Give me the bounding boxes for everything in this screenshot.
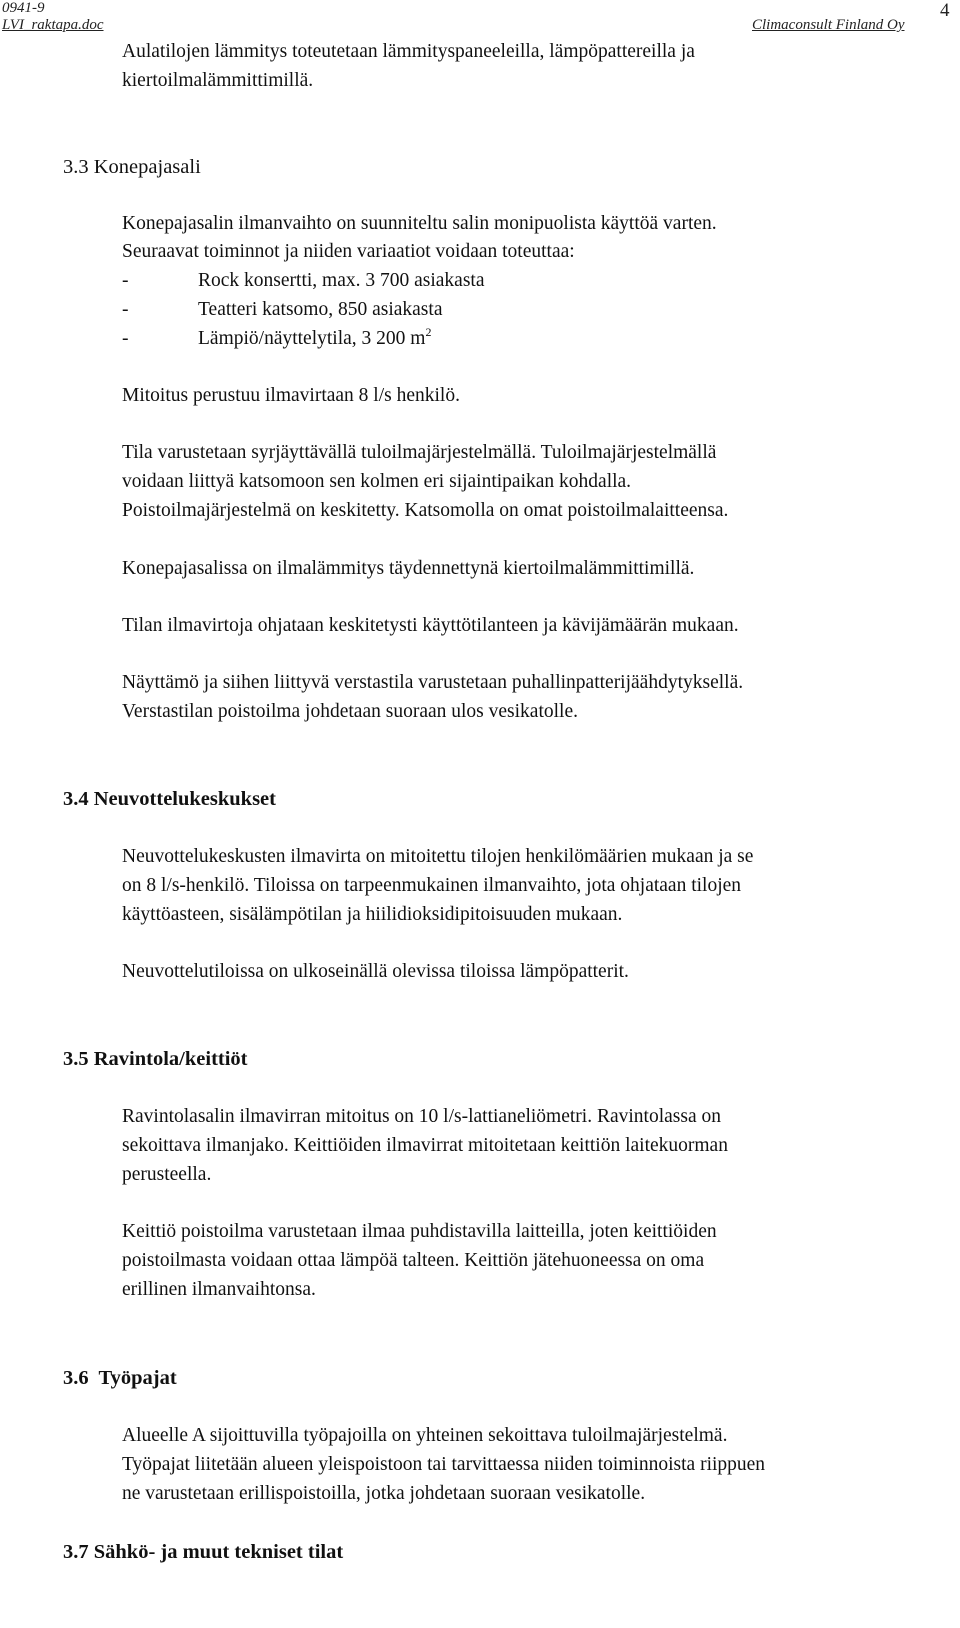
s33-p2: Mitoitus perustuu ilmavirtaan 8 l/s henkilö. (122, 385, 460, 406)
section-3-6-heading: 3.6 Työpajat (63, 1367, 177, 1389)
s35-p2-line-1: Keittiö poistoilma varustetaan ilmaa puhdistavilla laitteilla, joten keittiöiden (122, 1221, 717, 1242)
s33-p6-line-2: Verstastilan poistoilma johdetaan suoraan ulos vesikatolle. (122, 701, 578, 722)
company-name: Climaconsult Finland Oy (752, 17, 905, 33)
bullet-dash: - (122, 299, 129, 320)
intro-line-1: Aulatilojen lämmitys toteutetaan lämmityspaneeleilla, lämpöpattereilla ja (122, 41, 695, 62)
s33-p1-line-1: Konepajasalin ilmanvaihto on suunniteltu salin monipuolista käyttöä varten. (122, 213, 717, 234)
s34-p2: Neuvottelutiloissa on ulkoseinällä olevissa tiloissa lämpöpatterit. (122, 961, 629, 982)
list-item (122, 269, 484, 293)
section-3-7-heading: 3.7 Sähkö- ja muut tekniset tilat (63, 1541, 344, 1563)
s33-p3-line-2: voidaan liittyä katsomoon sen kolmen eri sijaintipaikan kohdalla. (122, 471, 632, 492)
document-filename: LVI_raktapa.doc (2, 17, 104, 33)
s33-p1-line-2: Seuraavat toiminnot ja niiden variaatiot voidaan toteuttaa: (122, 241, 575, 262)
s35-p1-line-2: sekoittava ilmanjako. Keittiöiden ilmavirrat mitoitetaan keittiön laitekuorman (122, 1135, 728, 1156)
bullet-dash: - (122, 270, 129, 291)
intro-line-2: kiertoilmalämmittimillä. (122, 70, 314, 91)
list-item-text: Rock konsertti, max. 3 700 asiakasta (198, 270, 485, 291)
list-item-text: Teatteri katsomo, 850 asiakasta (198, 299, 443, 320)
s33-p5: Tilan ilmavirtoja ohjataan keskitetysti käyttötilanteen ja kävijämäärän mukaan. (122, 615, 739, 636)
s35-p1-line-1: Ravintolasalin ilmavirran mitoitus on 10 l/s-lattianeliömetri. Ravintolassa on (122, 1106, 721, 1127)
s36-p1-line-3: ne varustetaan erillispoistoilla, jotka johdetaan suoraan vesikatolle. (122, 1483, 646, 1504)
section-3-4-heading: 3.4 Neuvottelukeskukset (63, 788, 276, 810)
section-3-5-heading: 3.5 Ravintola/keittiöt (63, 1048, 248, 1070)
s33-p6-line-1: Näyttämö ja siihen liittyvä verstastila varustetaan puhallinpatterijäähdytyksellä. (122, 672, 744, 693)
s33-p3-line-3: Poistoilmajärjestelmä on keskitetty. Katsomolla on omat poistoilmalaitteensa. (122, 500, 729, 521)
s35-p2-line-2: poistoilmasta voidaan ottaa lämpöä talteen. Keittiön jätehuoneessa on oma (122, 1250, 705, 1271)
list-item-text: Lämpiö/näyttelytila, 3 200 m (198, 328, 426, 349)
s33-p3-line-1: Tila varustetaan syrjäyttävällä tuloilmajärjestelmällä. Tuloilmajärjestelmällä (122, 442, 717, 463)
list-item (122, 327, 431, 351)
s33-p4: Konepajasalissa on ilmalämmitys täydennettynä kiertoilmalämmittimillä. (122, 558, 695, 579)
s34-p1-line-1: Neuvottelukeskusten ilmavirta on mitoitettu tilojen henkilömäärien mukaan ja se (122, 846, 754, 867)
page-number: 4 (940, 0, 950, 21)
s36-p1-line-2: Työpajat liitetään alueen yleispoistoon tai tarvittaessa niiden toiminnoista riippuen (122, 1454, 766, 1475)
s34-p1-line-3: käyttöasteen, sisälämpötilan ja hiilidioksidipitoisuuden mukaan. (122, 904, 623, 925)
document-header (2, 0, 104, 34)
s35-p1-line-3: perusteella. (122, 1164, 212, 1185)
superscript: 2 (425, 325, 432, 339)
s36-p1-line-1: Alueelle A sijoittuvilla työpajoilla on yhteinen sekoittava tuloilmajärjestelmä. (122, 1425, 728, 1446)
list-item (122, 298, 442, 322)
s34-p1-line-2: on 8 l/s-henkilö. Tiloissa on tarpeenmukainen ilmanvaihto, jota ohjataan tilojen (122, 875, 742, 896)
document-code: 0941-9 (2, 0, 45, 16)
s35-p2-line-3: erillinen ilmanvaihtonsa. (122, 1279, 316, 1300)
bullet-dash: - (122, 328, 129, 349)
section-3-3-heading: 3.3 Konepajasali (63, 156, 201, 178)
